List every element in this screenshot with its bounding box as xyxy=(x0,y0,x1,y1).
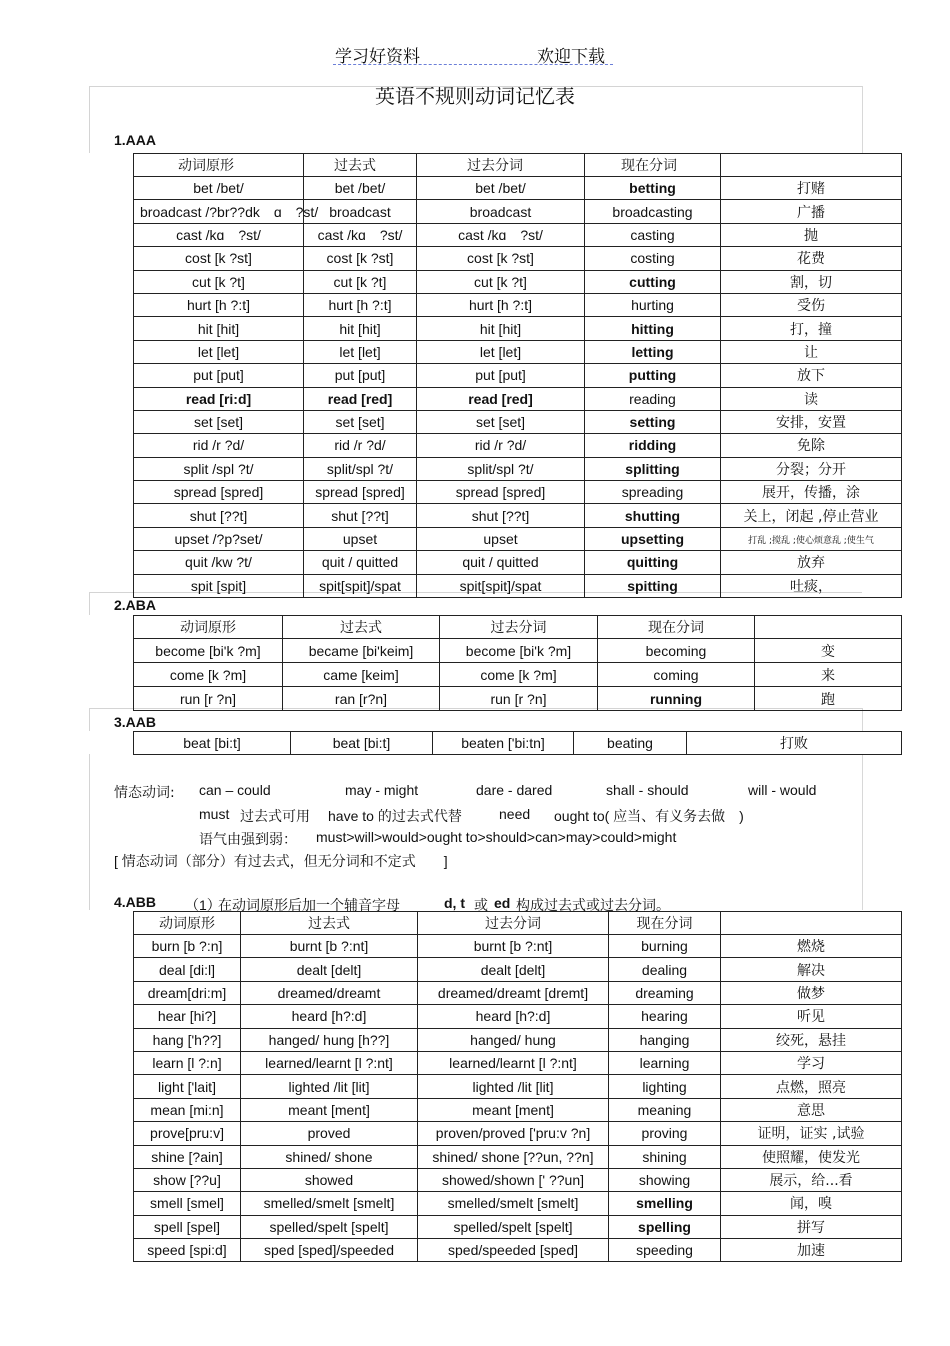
cell: costing xyxy=(585,247,721,270)
cell: shutting xyxy=(585,504,721,527)
cell: coming xyxy=(598,663,755,687)
cell: cost [k ?st] xyxy=(417,247,585,270)
cell: heard [h?:d] xyxy=(418,1005,609,1028)
cell: hanged/ hung [h??] xyxy=(241,1028,418,1051)
cell: dealt [delt] xyxy=(241,958,418,981)
table-row xyxy=(134,1098,902,1121)
cell: meant [ment] xyxy=(418,1098,609,1121)
cell: 展开，传播，涂 xyxy=(721,481,902,504)
cell: hitting xyxy=(585,317,721,340)
cell: burnt [b ?:nt] xyxy=(418,935,609,958)
cell: 证明，证实 ,试验 xyxy=(721,1122,902,1145)
table-row xyxy=(134,639,902,663)
modal-pair: may - might xyxy=(345,782,419,798)
cell: read [red] xyxy=(417,387,585,410)
table-row xyxy=(134,434,902,457)
cell: rid /r ?d/ xyxy=(134,434,304,457)
abb-note-letters: d, t xyxy=(444,895,465,911)
header-left: 学习好资料 xyxy=(335,47,420,67)
cell: 使照耀，使发光 xyxy=(721,1145,902,1168)
cell: 让 xyxy=(721,340,902,363)
table-row xyxy=(134,1122,902,1145)
cell: hearing xyxy=(609,1005,721,1028)
cell: dreamed/dreamt [dremt] xyxy=(418,981,609,1004)
table-header-row xyxy=(134,154,902,177)
cell: hurt [h ?:t] xyxy=(134,293,304,316)
header-cell: 过去分词 xyxy=(440,616,598,639)
cell: 打，撞 xyxy=(721,317,902,340)
table-abb xyxy=(133,911,902,1262)
table-row xyxy=(134,1075,902,1098)
modal-pair: shall - should xyxy=(606,782,689,798)
header-cell: 过去式 xyxy=(304,154,417,177)
cell: cast /kɑ ?st/ xyxy=(417,223,585,246)
cell: read [red] xyxy=(304,387,417,410)
cell: cut [k ?t] xyxy=(134,270,304,293)
header-cell: 动词原形 xyxy=(134,912,241,935)
cell: running xyxy=(598,687,755,711)
cell: 吐痰， xyxy=(721,574,902,597)
cell: hanged/ hung xyxy=(418,1028,609,1051)
cell: broadcast xyxy=(417,200,585,223)
cell: 听见 xyxy=(721,1005,902,1028)
modal-strength-sequence: must>will>would>ought to>should>can>may>could>might xyxy=(316,829,677,845)
table-row xyxy=(134,958,902,981)
cell: come [k ?m] xyxy=(134,663,283,687)
cell: broadcast xyxy=(304,200,417,223)
cell: show [??u] xyxy=(134,1168,241,1191)
cell: 免除 xyxy=(721,434,902,457)
cell: 花费 xyxy=(721,247,902,270)
cell: upsetting xyxy=(585,527,721,550)
cell: cast /kɑ ?st/ xyxy=(304,223,417,246)
cell: 闻，嗅 xyxy=(721,1192,902,1215)
cell: meaning xyxy=(609,1098,721,1121)
cell: spread [spred] xyxy=(304,481,417,504)
cell: rid /r ?d/ xyxy=(304,434,417,457)
table-aba xyxy=(133,615,902,711)
table-row xyxy=(134,1168,902,1191)
cell: smelled/smelt [smelt] xyxy=(241,1192,418,1215)
cell: quit /kw ?t/ xyxy=(134,551,304,574)
table-row xyxy=(134,1239,902,1262)
cell: 广播 xyxy=(721,200,902,223)
cell: smelling xyxy=(609,1192,721,1215)
cell: dreaming xyxy=(609,981,721,1004)
table-row xyxy=(134,1215,902,1238)
cell: hurt [h ?:t] xyxy=(417,293,585,316)
cell: putting xyxy=(585,364,721,387)
section-label-aaa: 1.AAA xyxy=(114,132,157,148)
header-cell xyxy=(721,912,902,935)
section-label-aba: 2.ABA xyxy=(114,597,157,613)
cell: spit[spit]/spat xyxy=(304,574,417,597)
cell: 受伤 xyxy=(721,293,902,316)
cell: deal [di:l] xyxy=(134,958,241,981)
cell: set [set] xyxy=(134,410,304,433)
cell: hurt [h ?:t] xyxy=(304,293,417,316)
cell: spitting xyxy=(585,574,721,597)
header-cell xyxy=(721,154,902,177)
cell: 解决 xyxy=(721,958,902,981)
cell: let [let] xyxy=(134,340,304,363)
abb-note-ed: ed xyxy=(494,895,511,911)
cell: 读 xyxy=(721,387,902,410)
cell: read [ri:d] xyxy=(134,387,304,410)
cell: 意思 xyxy=(721,1098,902,1121)
table-row xyxy=(134,177,902,200)
cell: reading xyxy=(585,387,721,410)
cell: spread [spred] xyxy=(417,481,585,504)
cell: showed xyxy=(241,1168,418,1191)
modal-pair: can – could xyxy=(199,782,271,798)
cell: 学习 xyxy=(721,1051,902,1074)
table-row xyxy=(134,247,902,270)
table-row xyxy=(134,457,902,480)
cell: beat [bi:t] xyxy=(291,732,433,755)
table-row xyxy=(134,293,902,316)
table-row xyxy=(134,687,902,711)
table-row xyxy=(134,270,902,293)
table-row xyxy=(134,981,902,1004)
cell: learn [l ?:n] xyxy=(134,1051,241,1074)
cell: speeding xyxy=(609,1239,721,1262)
cell: spread [spred] xyxy=(134,481,304,504)
table-row xyxy=(134,1028,902,1051)
cell: shined/ shone [??un, ??n] xyxy=(418,1145,609,1168)
cell: split/spl ?t/ xyxy=(417,457,585,480)
cell: smelled/smelt [smelt] xyxy=(418,1192,609,1215)
cell: speed [spi:d] xyxy=(134,1239,241,1262)
cell: spelled/spelt [spelt] xyxy=(418,1215,609,1238)
modal-label: 情态动词: xyxy=(114,785,175,801)
modal-have-to: have to 的过去式代替 xyxy=(328,808,462,824)
cell: hear [hi?] xyxy=(134,1005,241,1028)
cell: upset xyxy=(304,527,417,550)
modal-ought-to: ought to( 应当、有义务去做 ) xyxy=(554,808,744,824)
cell: put [put] xyxy=(417,364,585,387)
cell: learned/learnt [l ?:nt] xyxy=(241,1051,418,1074)
cell: split /spl ?t/ xyxy=(134,457,304,480)
cell: rid /r ?d/ xyxy=(417,434,585,457)
abb-note-text: 在动词原形后加一个辅音字母 xyxy=(218,897,400,913)
cell: come [k ?m] xyxy=(440,663,598,687)
cell: quit / quitted xyxy=(304,551,417,574)
cell: learning xyxy=(609,1051,721,1074)
cell: 安排，安置 xyxy=(721,410,902,433)
abb-note-tail: 构成过去式或过去分词。 xyxy=(516,897,670,913)
cell: cast /kɑ ?st/ xyxy=(134,223,304,246)
cell: 拼写 xyxy=(721,1215,902,1238)
cell: ran [r?n] xyxy=(283,687,440,711)
cell: meant [ment] xyxy=(241,1098,418,1121)
table-row xyxy=(134,340,902,363)
cell: run [r ?n] xyxy=(440,687,598,711)
cell: spell [spel] xyxy=(134,1215,241,1238)
cell: dealt [delt] xyxy=(418,958,609,981)
cell: shut [??t] xyxy=(417,504,585,527)
page-header xyxy=(333,40,613,65)
section-label-aab: 3.AAB xyxy=(114,714,157,730)
table-row xyxy=(134,1145,902,1168)
cell: upset /?p?set/ xyxy=(134,527,304,550)
modal-pair: dare - dared xyxy=(476,782,553,798)
abb-note-or: 或 xyxy=(474,897,488,913)
cell: let [let] xyxy=(304,340,417,363)
cell: became [bi'keim] xyxy=(283,639,440,663)
cell: ridding xyxy=(585,434,721,457)
cell: beaten ['bi:tn] xyxy=(433,732,574,755)
table-row xyxy=(134,481,902,504)
section-label-abb: 4.ABB xyxy=(114,894,157,910)
cell: 展示，给...看 xyxy=(721,1168,902,1191)
cell: burnt [b ?:nt] xyxy=(241,935,418,958)
cell: 分裂；分开 xyxy=(721,457,902,480)
cell: becoming xyxy=(598,639,755,663)
cell: burn [b ?:n] xyxy=(134,935,241,958)
cell: 打赌 xyxy=(721,177,902,200)
table-header-row xyxy=(134,912,902,935)
table-row xyxy=(134,663,902,687)
modal-must-note: 过去式可用 xyxy=(240,808,310,824)
cell: 关上，闭起 ,停止营业 xyxy=(721,504,902,527)
cell: sped [sped]/speeded xyxy=(241,1239,418,1262)
cell: bet /bet/ xyxy=(417,177,585,200)
cell: spelled/spelt [spelt] xyxy=(241,1215,418,1238)
header-cell: 现在分词 xyxy=(609,912,721,935)
cell: 跑 xyxy=(755,687,902,711)
cell: setting xyxy=(585,410,721,433)
modal-line-1 xyxy=(114,782,175,802)
cell: become [bi'k ?m] xyxy=(134,639,283,663)
table-aaa xyxy=(133,153,902,598)
cell: 燃烧 xyxy=(721,935,902,958)
cell: light ['lait] xyxy=(134,1075,241,1098)
modal-must: must xyxy=(199,806,230,822)
table-row xyxy=(134,1192,902,1215)
cell: hanging xyxy=(609,1028,721,1051)
cell: bet /bet/ xyxy=(134,177,304,200)
modal-note: [ 情态动词（部分）有过去式，但无分词和不定式 ] xyxy=(114,853,448,869)
cell: letting xyxy=(585,340,721,363)
cell: 抛 xyxy=(721,223,902,246)
cell: 加速 xyxy=(721,1239,902,1262)
cell: heard [h?:d] xyxy=(241,1005,418,1028)
cell: splitting xyxy=(585,457,721,480)
cell: run [r ?n] xyxy=(134,687,283,711)
header-cell: 动词原形 xyxy=(134,616,283,639)
cell: cost [k ?st] xyxy=(304,247,417,270)
table-row xyxy=(134,364,902,387)
header-cell: 现在分词 xyxy=(598,616,755,639)
cell: smell [smel] xyxy=(134,1192,241,1215)
cell: proved xyxy=(241,1122,418,1145)
cell: came [keim] xyxy=(283,663,440,687)
modal-strength-label: 语气由强到弱： xyxy=(199,831,297,847)
cell: cutting xyxy=(585,270,721,293)
table-row xyxy=(134,574,902,597)
table-row xyxy=(134,732,902,755)
cell: 放弃 xyxy=(721,551,902,574)
header-cell: 过去分词 xyxy=(417,154,585,177)
cell: showing xyxy=(609,1168,721,1191)
cell: casting xyxy=(585,223,721,246)
table-header-row xyxy=(134,616,902,639)
cell: put [put] xyxy=(304,364,417,387)
cell: quit / quitted xyxy=(417,551,585,574)
cell: beating xyxy=(574,732,687,755)
cell: showed/shown [' ??un] xyxy=(418,1168,609,1191)
cell: lighting xyxy=(609,1075,721,1098)
cell: cut [k ?t] xyxy=(417,270,585,293)
cell: hurting xyxy=(585,293,721,316)
cell: broadcast /?br??dk ɑ ?st/ xyxy=(134,200,304,223)
cell: dealing xyxy=(609,958,721,981)
table-row xyxy=(134,527,902,550)
cell: 变 xyxy=(755,639,902,663)
cell: spit [spit] xyxy=(134,574,304,597)
cell: set [set] xyxy=(417,410,585,433)
table-row xyxy=(134,504,902,527)
cell: upset xyxy=(417,527,585,550)
cell: burning xyxy=(609,935,721,958)
header-cell: 动词原形 xyxy=(134,154,304,177)
cell: cut [k ?t] xyxy=(304,270,417,293)
cell: cost [k ?st] xyxy=(134,247,304,270)
table-row xyxy=(134,317,902,340)
header-cell: 过去式 xyxy=(241,912,418,935)
table-row xyxy=(134,551,902,574)
cell: mean [mi:n] xyxy=(134,1098,241,1121)
frame-top xyxy=(89,86,863,153)
cell: shut [??t] xyxy=(304,504,417,527)
header-cell: 过去式 xyxy=(283,616,440,639)
header-right: 欢迎下载 xyxy=(537,47,605,67)
cell: let [let] xyxy=(417,340,585,363)
cell: proving xyxy=(609,1122,721,1145)
header-cell: 现在分词 xyxy=(585,154,721,177)
cell: prove[pru:v] xyxy=(134,1122,241,1145)
cell: proven/proved ['pru:v ?n] xyxy=(418,1122,609,1145)
cell: hang ['h??] xyxy=(134,1028,241,1051)
cell: shut [??t] xyxy=(134,504,304,527)
table-row xyxy=(134,1051,902,1074)
cell: spit[spit]/spat xyxy=(417,574,585,597)
cell: lighted /lit [lit] xyxy=(418,1075,609,1098)
cell: hit [hit] xyxy=(417,317,585,340)
cell: dream[dri:m] xyxy=(134,981,241,1004)
cell: broadcasting xyxy=(585,200,721,223)
frame-aab xyxy=(89,708,863,731)
abb-note-number: （1） xyxy=(185,897,221,913)
page-title: 英语不规则动词记忆表 xyxy=(375,84,575,108)
cell: shined/ shone xyxy=(241,1145,418,1168)
cell: bet /bet/ xyxy=(304,177,417,200)
cell: 打败 xyxy=(687,732,902,755)
modal-need: need xyxy=(499,806,531,822)
cell: lighted /lit [lit] xyxy=(241,1075,418,1098)
cell: shine [?ain] xyxy=(134,1145,241,1168)
cell: 割，切 xyxy=(721,270,902,293)
cell: 点燃，照亮 xyxy=(721,1075,902,1098)
header-cell: 过去分词 xyxy=(418,912,609,935)
cell: put [put] xyxy=(134,364,304,387)
cell: hit [hit] xyxy=(304,317,417,340)
table-aab xyxy=(133,731,902,755)
table-row xyxy=(134,223,902,246)
cell: spreading xyxy=(585,481,721,504)
table-row xyxy=(134,1005,902,1028)
cell: quitting xyxy=(585,551,721,574)
cell: sped/speeded [sped] xyxy=(418,1239,609,1262)
cell: 放下 xyxy=(721,364,902,387)
table-row xyxy=(134,410,902,433)
cell: shining xyxy=(609,1145,721,1168)
cell: split/spl ?t/ xyxy=(304,457,417,480)
modal-pair: will - would xyxy=(748,782,817,798)
cell: betting xyxy=(585,177,721,200)
cell: 绞死，悬挂 xyxy=(721,1028,902,1051)
table-row xyxy=(134,200,902,223)
cell: dreamed/dreamt xyxy=(241,981,418,1004)
cell: hit [hit] xyxy=(134,317,304,340)
cell: 打乱 ;搅乱 ;使心烦意乱 ;使生气 xyxy=(721,527,902,550)
table-row xyxy=(134,387,902,410)
header-cell xyxy=(755,616,902,639)
cell: beat [bi:t] xyxy=(134,732,291,755)
table-row xyxy=(134,935,902,958)
cell: learned/learnt [l ?:nt] xyxy=(418,1051,609,1074)
cell: set [set] xyxy=(304,410,417,433)
cell: 做梦 xyxy=(721,981,902,1004)
cell: spelling xyxy=(609,1215,721,1238)
cell: become [bi'k ?m] xyxy=(440,639,598,663)
cell: 来 xyxy=(755,663,902,687)
